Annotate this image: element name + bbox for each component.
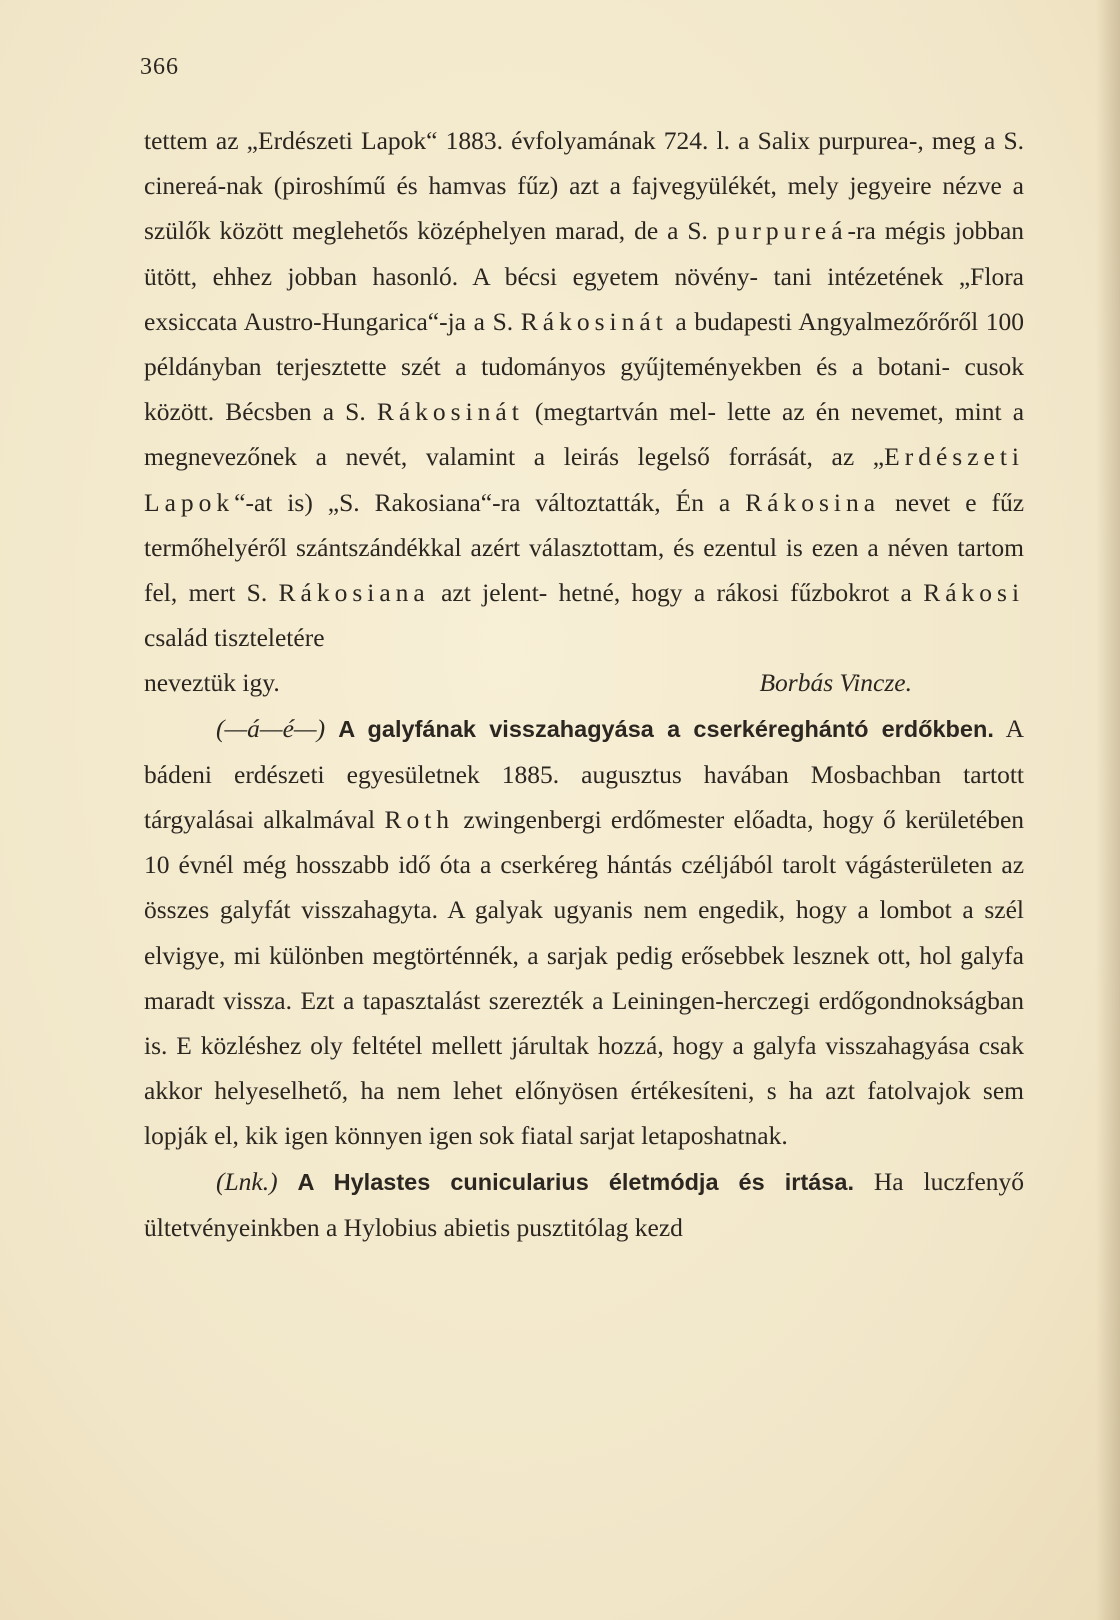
text-line: hol galyfa maradt vissza. Ezt a tapasztalást szerezték a [144, 940, 1024, 1015]
text-line: család tiszteletére [144, 623, 325, 653]
paragraph-borbas [144, 118, 1024, 660]
spaced-name: purpureá [716, 216, 848, 246]
text-body [144, 118, 1024, 1250]
author-initials: (—á—é—) [216, 713, 326, 743]
spaced-name: Rákosiana [278, 578, 430, 608]
text-line: cusok között. Bécsben a S. [144, 352, 1025, 427]
text-line: évnél még hosszabb idő óta a cserkéreg hántás czéljából [178, 850, 774, 880]
text-line: neveztük igy. [144, 668, 280, 698]
text-line: fűz) azt a fajvegyülékét, mely jegyeire nézve a szülők között [144, 171, 1024, 246]
spaced-name: Rákosinát [376, 397, 524, 427]
text-line: tarolt vágásterületen az összes galyfát visszahagyta. A galyak [144, 850, 1025, 925]
text-line: (megtartván mel- [534, 397, 716, 427]
text-line: nevet e fűz [895, 487, 1025, 517]
text-line: Leiningen-herczegi erdőgondnokságban is. E közléshez oly [144, 985, 1025, 1061]
text-line: jobban ütött, ehhez jobban hasonló. A bécsi egyetem növény- [144, 216, 1025, 291]
text-line: hetné, hogy a rákosi fűzbokrot a [558, 578, 912, 608]
paragraph-hylastes [144, 1159, 1024, 1250]
text-line: ezen a néven tartom fel, mert S. [144, 532, 1025, 608]
text-line: havában Mosbachban tartott tárgyalásai alkalmával [144, 759, 1025, 835]
text-line: ugyanis nem engedik, hogy a lombot a szél elvigye, mi [144, 895, 1024, 970]
article-title: erdőkben. [881, 715, 994, 742]
text-line: sok fiatal sarjat letaposhatnak. [478, 1121, 788, 1151]
text-line: meglehetős középhelyen marad, de a S. [292, 216, 708, 246]
text-line: Ha [873, 1166, 904, 1196]
page-number: 366 [140, 54, 179, 80]
spaced-name: Rákosi [923, 578, 1025, 608]
text-line: S. [492, 306, 514, 336]
text-line: Salix purpurea-, meg a S. cinereá-nak (piroshímű és hamvas [144, 126, 1024, 201]
text-line: s ha azt fatolvajok sem lopják el, kik igen könnyen igen [144, 1076, 1025, 1151]
text-line: a leirás legelső forrását, az „ [533, 442, 885, 472]
text-line: lette az én nevemet, mint a megnevezőnek a nevét, valamint [144, 397, 1025, 472]
text-line: feltétel mellett járultak hozzá, hogy a galyfa visszahagyása [351, 1031, 970, 1061]
signature-line [144, 660, 1024, 705]
text-line: tettem az „Erdészeti Lapok“ 1883. évfolyamának 724. l. a [144, 126, 750, 155]
article-title: A Hylastes cunicularius életmódja és irtása. [297, 1168, 854, 1195]
spaced-name: Erdészeti Lapok [144, 442, 1025, 517]
text-line: tani intézetének „Flora exsiccata Austro-Hungarica“-ja a [144, 261, 1025, 336]
author-initials: (Lnk.) [216, 1166, 278, 1196]
spaced-name: Roth [384, 805, 455, 835]
text-line: termőhelyéről szántszándékkal azért választottam, és ezentul is [144, 532, 803, 562]
text-line: A bádeni erdészeti egyesületnek 1885. augusztus [144, 713, 1024, 789]
paragraph-galyfa [144, 706, 1024, 1159]
page-edge-shadow [1096, 0, 1120, 1620]
text-line: terjesztette szét a tudományos gyűjteményekben és a botani- [276, 352, 950, 382]
spaced-name: Rákosinát [520, 306, 668, 336]
text-line: azt jelent- [441, 578, 548, 608]
text-line: zwingenbergi erdőmester előadta, hogy ő kerületében 10 [144, 805, 1025, 880]
author-signature: Borbás Vincze. [759, 668, 912, 698]
article-title: A galyfának visszahagyása a cserkéreghántó [338, 715, 869, 742]
text-line: “-at is) [234, 487, 313, 517]
text-line: „S. Rakosiana“-ra változtatták, Én a [327, 487, 731, 517]
text-line: luczfenyő ültetvényeinkben a Hylobius abietis pusztitólag kezd [144, 1166, 1025, 1242]
text-line: csak akkor helyeselhető, ha nem lehet előnyösen értékesíteni, [144, 1031, 1024, 1106]
spaced-name: Rákosina [745, 487, 881, 517]
text-line: -ra mégis [847, 216, 946, 246]
text-line: a budapesti Angyalmezőrőről 100 példányban [144, 306, 1025, 382]
text-line: különben megtörténnék, a sarjak pedig erősebbek lesznek ott, [269, 940, 911, 970]
